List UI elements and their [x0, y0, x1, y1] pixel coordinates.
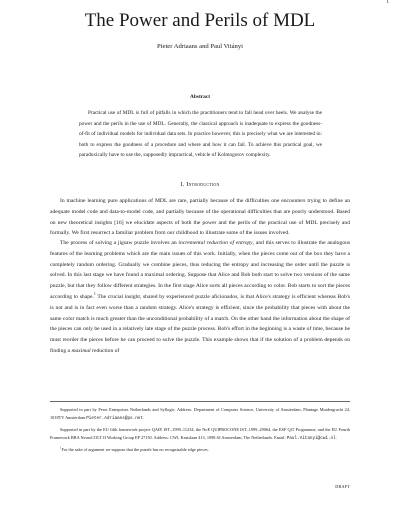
abstract-body	[79, 108, 322, 161]
footnote-rule	[50, 401, 350, 402]
section-heading	[0, 181, 400, 188]
paragraph-2-mid-2: The crucial insight, shared by experienced puzzle aficionados, is that Alice's strategy is efficient whereas Bob's is not and is in fact even worse than a random strategy. Alice's strategy is efficient, since the probability that pieces with about the same color match is much greater than the unconditional probability of a match. On the other hand the information about the shape of the pieces can only be used in a relatively late stage of the puzzle process. Bob's effort in the beginning is a waste of time, because he must reorder the pieces before he can proceed to solve the puzzle. This example shows that if the solution of a problem depends on finding a	[50, 293, 350, 354]
draft-label: DRAFT	[335, 484, 350, 489]
paragraph-2-pre: The process of solving a jigsaw puzzle involves an	[60, 240, 179, 246]
abstract-heading: Abstract	[189, 94, 211, 100]
email-link[interactable]: Paul.Vitanyi@cwi.nl	[286, 436, 336, 442]
footnote-3-text: For the sake of argument we suppose that the puzzle has no recognizable edge pieces.	[61, 446, 209, 452]
paragraph-2-emphasis-2: maximal	[71, 347, 91, 354]
email-link[interactable]: Pieter.Adriaans@ps.net	[86, 416, 143, 422]
section-title: Introduction	[186, 181, 220, 188]
footnote-number: 1	[60, 445, 62, 450]
footnotes	[50, 406, 350, 454]
footnote-2-end: .	[335, 435, 337, 441]
paper-authors: Pieter Adriaans and Paul Vitányi	[157, 43, 243, 50]
page-number: 1	[386, 0, 389, 5]
paragraph-2-mid-1: , and this serves to illustrate the analogous features of the learning problems which are the main issues of this work. Initially, when the pieces come out of the box they have a completely random ordering. Gradually we combine pieces, thus reducing the entropy and increasing the order until the puzzle is solved. In this last stage we have found a maximal ordering. Suppose that Alice and Bob both start to solve two versions of the same puzzle, but that they follow different strategies. In the first stage Alice sorts all pieces according to color. Bob starts to sort the pieces according to shape.	[50, 240, 350, 300]
footnote-1-text: Supported in part by Perot Enterprises Netherlands and Syllogic. Address: Department of Computer Science, University of Amsterdam, Plantage Muidergracht 24, 1018TV Amsterdam	[50, 407, 350, 421]
intro-paragraph-1	[50, 196, 350, 239]
footnote-affiliation-vitanyi	[50, 426, 350, 444]
paragraph-2-post: reduction of	[90, 347, 120, 354]
footnote-puzzle	[50, 446, 350, 454]
section-number: I.	[180, 181, 185, 188]
footnote-marker: 1	[93, 292, 96, 297]
footnote-1-end: .	[142, 415, 145, 421]
footnote-affiliation-adriaans	[50, 406, 350, 424]
footnote-2-text: Supported in part by the EU fifth framework project QAIP, IST–1999–11234, the NoE QUIPROCONE IST–1999–29064, the ESF QiT Programme, and the EU Fourth Framework BRA NeuroCOLT II Working Group EP 27150. Address: CWI, Kruislaan 413, 1098 SJ Amsterdam, The Netherlands. Email:	[50, 426, 350, 441]
paragraph-2-emphasis-1: incremental reduction of entropy	[178, 240, 253, 246]
paper-title: The Power and Perils of MDL	[84, 10, 316, 31]
intro-paragraph-2	[50, 238, 350, 357]
abstract-text: Practical use of MDL is full of pitfalls in which the practitioners tend to fall head over heels. We analyse the power and the perils in the use of MDL. Generally, the classical approach is inadequate to express the goodness-of-fit of individual models for individual data sets. In practice however, this is precisely what we are interested in: both to express the goodness of a procedure and where and how it can fail. To achieve this practical goal, we paradoxically have to use the, supposedly impractical, vehicle of Kolmogorov complexity.	[79, 110, 322, 158]
paragraph-1-text: In machine learning pure applications of MDL are rare, partially because of the difficulties one encounters trying to define an adequate model code and data-to-model code, and partially because of the operational difficulties that are poorly understood. Based on new theoretical insights [16] we elucidate aspects of both the power and the perils of the practical use of MDL precisely and formally. We first resurrect a familiar problem from our childhood to illustrate some of the issues involved.	[50, 198, 350, 237]
